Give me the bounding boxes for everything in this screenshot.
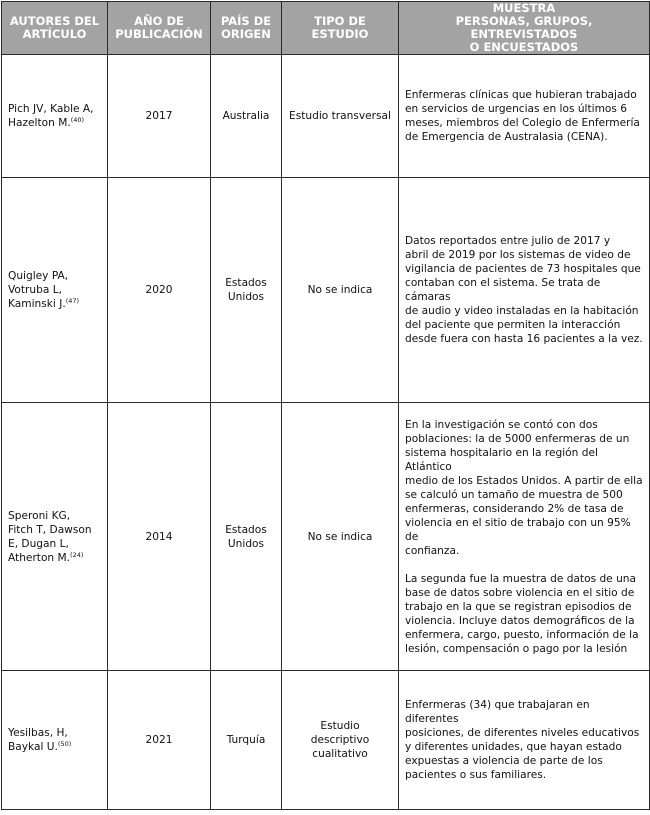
author-line: [8, 551, 101, 565]
header-sample-line: MUESTRA: [492, 1, 556, 15]
header-country-line: ORIGEN: [221, 27, 271, 41]
header-study-type-line: TIPO DE: [314, 14, 366, 28]
author-line: [8, 509, 101, 523]
sample-line: del paciente que permiten la interacción: [405, 319, 621, 331]
author-line: [8, 740, 101, 754]
studies-table: [1, 1, 650, 810]
sample-line: de Emergencia de Australasia (CENA).: [405, 131, 608, 143]
country-line: Turquía: [226, 734, 266, 746]
table-row: [2, 671, 650, 810]
header-sample-line: O ENCUESTADOS: [469, 40, 579, 54]
author-line: [8, 726, 101, 740]
year-cell: 2014: [108, 403, 211, 671]
sample-cell: [399, 403, 650, 671]
author-text: Baykal U.: [8, 741, 58, 753]
author-text: Speroni KG,: [8, 509, 71, 522]
sample-line: enfermera, cargo, puesto, información de la: [405, 628, 639, 641]
header-row: [2, 2, 650, 55]
sample-paragraph: [405, 418, 643, 558]
year-cell: 2021: [108, 671, 211, 810]
sample-line: meses, miembros del Colegio de Enfermería: [405, 117, 640, 129]
year-cell: 2020: [108, 178, 211, 403]
header-country: [211, 2, 282, 55]
sample-line: de audio y video instaladas en la habitación: [405, 305, 639, 317]
sample-line: violencia en el sitio de trabajo con un 95% de: [405, 516, 631, 543]
reference-number: (24): [70, 550, 84, 559]
sample-line: violencia. Incluye datos demográficos de la: [405, 614, 635, 627]
author-text: Pich JV, Kable A,: [8, 103, 94, 115]
author-line: [8, 269, 101, 283]
study-type-line: descriptivo: [310, 734, 370, 746]
sample-line: contaban con el sistema. Se trata de cámaras: [405, 277, 601, 303]
country-cell: [211, 671, 282, 810]
header-authors-line: ARTÍCULO: [22, 27, 87, 41]
table-row: [2, 178, 650, 403]
year-cell: 2017: [108, 55, 211, 178]
author-line: [8, 283, 101, 297]
study-type-line: No se indica: [307, 284, 373, 296]
sample-cell: [399, 671, 650, 810]
study-type-cell: [282, 403, 399, 671]
authors-cell: [2, 671, 108, 810]
study-type-cell: [282, 671, 399, 810]
study-type-line: Estudio: [320, 720, 360, 732]
sample-line: sistema hospitalario en la región del Atlántico: [405, 446, 598, 473]
sample-line: y diferentes unidades, que hayan estado: [405, 741, 622, 753]
authors-cell: [2, 403, 108, 671]
author-text: Votruba L,: [8, 284, 62, 296]
author-text: Fitch T, Dawson: [8, 523, 92, 536]
header-year: [108, 2, 211, 55]
header-sample: [399, 2, 650, 55]
header-authors: [2, 2, 108, 55]
sample-line: La segunda fue la muestra de datos de una: [405, 572, 636, 585]
sample-paragraph: [405, 88, 643, 144]
reference-number: (47): [65, 297, 80, 305]
table-row: [2, 55, 650, 178]
sample-line: se calculó un tamaño de muestra de 500: [405, 488, 623, 501]
sample-line: vigilancia de pacientes de 73 hospitales que: [405, 263, 641, 275]
sample-line: poblaciones: la de 5000 enfermeras de un: [405, 432, 630, 445]
sample-line: En la investigación se contó con dos: [405, 418, 598, 431]
header-authors-line: AUTORES DEL: [9, 14, 100, 28]
author-line: [8, 523, 101, 537]
author-line: [8, 116, 101, 130]
header-year-line: PUBLICACIÓN: [115, 27, 203, 41]
sample-line: enfermeras, considerando 2% de tasa de: [405, 502, 624, 515]
sample-line: trabajo en la que se registran episodios de: [405, 600, 632, 613]
header-year-line: AÑO DE: [134, 14, 184, 28]
country-line: Unidos: [227, 537, 265, 550]
country-line: Estados: [225, 277, 267, 289]
authors-cell: [2, 178, 108, 403]
study-type-line: No se indica: [307, 530, 373, 543]
sample-cell: [399, 55, 650, 178]
header-study-type-line: ESTUDIO: [311, 27, 369, 41]
country-line: Estados: [225, 523, 267, 536]
sample-line: medio de los Estados Unidos. A partir de ella: [405, 474, 643, 487]
study-type-cell: [282, 55, 399, 178]
sample-line: posiciones, de diferentes niveles educativos: [405, 727, 640, 739]
author-text: Hazelton M.: [8, 117, 71, 129]
sample-paragraph: [405, 572, 643, 656]
country-line: Australia: [222, 110, 270, 122]
sample-line: abril de 2019 por los sistemas de video de: [405, 249, 631, 261]
author-line: [8, 537, 101, 551]
author-line: [8, 297, 101, 311]
table-row: [2, 403, 650, 671]
header-sample-line: PERSONAS, GRUPOS, ENTREVISTADOS: [455, 14, 593, 41]
sample-paragraph: [405, 234, 643, 346]
sample-line: Enfermeras (34) que trabajaran en diferentes: [405, 699, 590, 725]
author-text: Atherton M.: [8, 551, 71, 564]
author-line: [8, 102, 101, 116]
author-text: Yesilbas, H,: [8, 727, 68, 739]
sample-line: desde fuera con hasta 16 pacientes a la vez.: [405, 333, 643, 345]
authors-cell: [2, 55, 108, 178]
sample-line: Enfermeras clínicas que hubieran trabajado: [405, 89, 637, 101]
sample-line: pacientes o sus familiares.: [405, 769, 547, 781]
study-type-cell: [282, 178, 399, 403]
sample-paragraph: [405, 698, 643, 782]
sample-line: base de datos sobre violencia en el sitio de: [405, 586, 635, 599]
country-cell: [211, 55, 282, 178]
sample-line: en servicios de urgencias en los últimos 6: [405, 103, 628, 115]
header-study-type: [282, 2, 399, 55]
sample-line: expuestas a violencia de parte de los: [405, 755, 603, 767]
sample-line: confianza.: [405, 544, 460, 557]
study-type-line: Estudio transversal: [289, 110, 391, 122]
sample-line: Datos reportados entre julio de 2017 y: [405, 235, 611, 247]
author-text: Kaminski J.: [8, 298, 66, 310]
sample-cell: [399, 178, 650, 403]
country-cell: [211, 403, 282, 671]
sample-line: lesión, compensación o pago por la lesión: [405, 642, 628, 655]
reference-number: (50): [57, 740, 72, 748]
reference-number: (40): [70, 116, 85, 124]
country-cell: [211, 178, 282, 403]
author-text: Quigley PA,: [8, 270, 69, 282]
author-text: E, Dugan L,: [8, 537, 69, 550]
header-country-line: PAÍS DE: [220, 14, 272, 28]
study-type-line: cualitativo: [312, 748, 368, 760]
country-line: Unidos: [227, 291, 265, 303]
paragraph-gap: [405, 558, 643, 572]
